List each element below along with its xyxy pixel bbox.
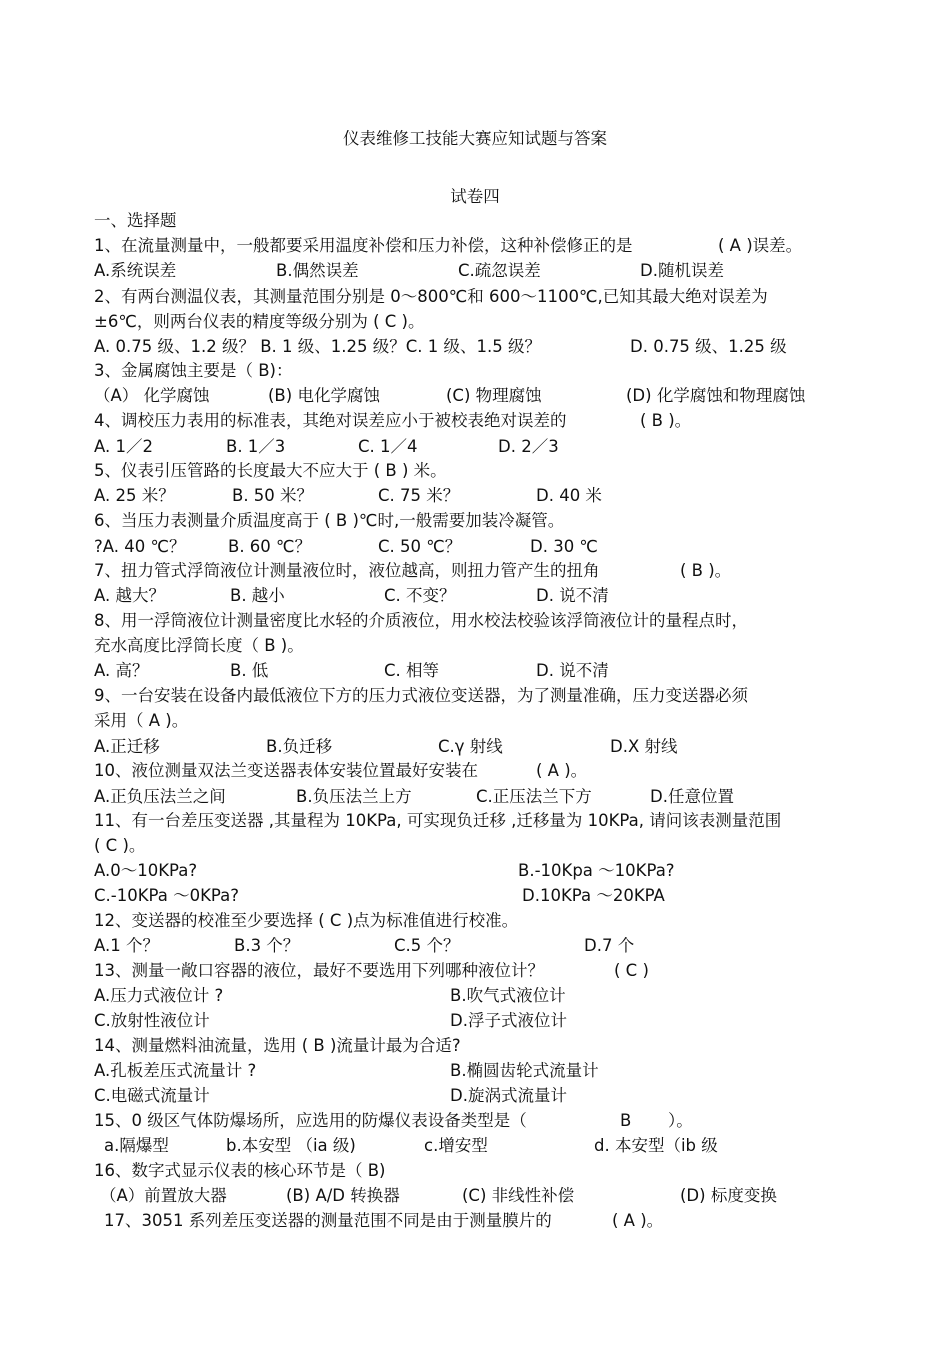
option-a: （A）前置放大器: [100, 1186, 227, 1205]
option-d: D. 40 米: [536, 486, 602, 505]
option-a: A. 1／2: [94, 437, 153, 456]
option-c: C. 1／4: [358, 437, 418, 456]
option-d: D. 30 ℃: [530, 537, 598, 556]
option-d: (D) 标度变换: [680, 1186, 777, 1205]
option-d: D. 说不清: [536, 661, 609, 680]
option-c: c.增安型: [424, 1136, 488, 1155]
question-12: 12、变送器的校准至少要选择 ( C )点为标准值进行校准。: [94, 911, 519, 930]
question-11-answer: ( C )。: [94, 836, 146, 855]
option-c: C. 75 米？: [378, 486, 460, 505]
option-b: B. 低: [230, 661, 269, 680]
question-6: 6、当压力表测量介质温度高于 ( B )℃时,一般需要加装冷凝管。: [94, 511, 565, 530]
question-9: 9、一台安装在设备内最低液位下方的压力式液位变送器，为了测量准确，压力变送器必须: [94, 686, 748, 705]
option-c: C.-10KPa ～0KPa?: [94, 886, 239, 905]
question-10: 10、液位测量双法兰变送器表体安装位置最好安装在: [94, 761, 478, 780]
option-b: B.3 个？: [234, 936, 300, 955]
section-heading: 一、选择题: [94, 211, 177, 230]
question-15: 15、0 级区气体防爆场所，应选用的防爆仪表设备类型是（: [94, 1111, 527, 1130]
option-c: C.电磁式流量计: [94, 1086, 210, 1105]
question-5: 5、仪表引压管路的长度最大不应大于 ( B ) 米。: [94, 461, 447, 480]
question-15-close: ）。: [668, 1111, 693, 1130]
option-a: A.压力式液位计 ?: [94, 986, 224, 1005]
question-14: 14、测量燃料油流量，选用 ( B )流量计最为合适?: [94, 1036, 461, 1055]
option-c: (C) 非线性补偿: [462, 1186, 575, 1205]
option-d: D.10KPa ～20KPA: [522, 886, 665, 905]
option-b: B. 越小: [230, 586, 285, 605]
option-c: C.疏忽误差: [458, 261, 541, 280]
question-1: 1、在流量测量中，一般都要采用温度补偿和压力补偿，这种补偿修正的是: [94, 236, 633, 255]
option-d: D.浮子式液位计: [450, 1011, 567, 1030]
option-d: D. 说不清: [536, 586, 609, 605]
option-b: B.-10Kpa ～10KPa?: [518, 861, 675, 880]
option-d: D. 0.75 级、1.25 级: [630, 337, 787, 356]
option-b: B.负迁移: [266, 737, 333, 756]
option-a: A.0～10KPa?: [94, 861, 198, 880]
question-8-cont: 充水高度比浮筒长度（ B )。: [94, 636, 304, 655]
question-7: 7、扭力管式浮筒液位计测量液位时，液位越高，则扭力管产生的扭角: [94, 561, 600, 580]
question-2-cont: ±6℃，则两台仪表的精度等级分别为 ( C )。: [94, 312, 425, 331]
option-c: C. 不变？: [384, 586, 456, 605]
option-a: A. 越大？: [94, 586, 165, 605]
option-b: B.偶然误差: [276, 261, 359, 280]
question-7-answer: ( B )。: [680, 561, 732, 580]
option-c: C.正压法兰下方: [476, 787, 592, 806]
question-15-answer: B: [620, 1111, 632, 1130]
question-2: 2、有两台测温仪表，其测量范围分别是 0～800℃和 600～1100℃,已知其最大绝对误差为: [94, 287, 768, 306]
option-a: A.正负压法兰之间: [94, 787, 226, 806]
question-8: 8、用一浮筒液位计测量密度比水轻的介质液位，用水校法校验该浮筒液位计的量程点时，: [94, 611, 748, 630]
option-b: (B) A/D 转换器: [286, 1186, 400, 1205]
option-b: B.负压法兰上方: [296, 787, 412, 806]
paper-subtitle: 试卷四: [450, 187, 500, 206]
option-b: B.吹气式液位计: [450, 986, 566, 1005]
option-a: a.隔爆型: [104, 1136, 169, 1155]
option-d: D. 2／3: [498, 437, 559, 456]
option-b: B. 1／3: [226, 437, 286, 456]
option-line: A. 0.75 级、1.2 级？ B. 1 级、1.25 级？C. 1 级、1.5 级？: [94, 337, 541, 356]
option-d: D.任意位置: [650, 787, 734, 806]
option-a: A. 25 米？: [94, 486, 175, 505]
question-3: 3、金属腐蚀主要是（ B)：: [94, 361, 293, 380]
option-c: C. 相等: [384, 661, 440, 680]
question-17-answer: ( A )。: [612, 1211, 664, 1230]
option-a: A.孔板差压式流量计 ?: [94, 1061, 257, 1080]
option-c: C. 50 ℃？: [378, 537, 462, 556]
option-a: （A） 化学腐蚀: [94, 386, 210, 405]
option-c: C.γ 射线: [438, 737, 503, 756]
option-b: B.椭圆齿轮式流量计: [450, 1061, 599, 1080]
question-1-answer: ( A )误差。: [718, 236, 803, 255]
option-a: A. 高？: [94, 661, 149, 680]
question-16: 16、数字式显示仪表的核心环节是（ B): [94, 1161, 386, 1180]
question-13: 13、测量一敞口容器的液位，最好不要选用下列哪种液位计？: [94, 961, 544, 980]
question-17: 17、3051 系列差压变送器的测量范围不同是由于测量膜片的: [104, 1211, 552, 1230]
option-c: (C) 物理腐蚀: [446, 386, 542, 405]
option-a: A.正迁移: [94, 737, 160, 756]
option-a: ?A. 40 ℃？: [94, 537, 186, 556]
option-a: A.系统误差: [94, 261, 177, 280]
question-4-answer: ( B )。: [640, 411, 692, 430]
option-c: C.放射性液位计: [94, 1011, 210, 1030]
question-9-cont: 采用（ A )。: [94, 711, 189, 730]
question-13-answer: ( C ): [614, 961, 649, 980]
option-a: A.1 个？: [94, 936, 159, 955]
option-b: b.本安型 （ia 级): [226, 1136, 356, 1155]
option-d: D.随机误差: [640, 261, 724, 280]
question-10-answer: ( A )。: [536, 761, 588, 780]
question-4: 4、调校压力表用的标准表，其绝对误差应小于被校表绝对误差的: [94, 411, 567, 430]
question-11: 11、有一台差压变送器 ,其量程为 10KPa, 可实现负迁移 ,迁移量为 10KPa, 请问该表测量范围: [94, 811, 782, 830]
option-d: D.X 射线: [610, 737, 678, 756]
option-b: B. 50 米？: [232, 486, 314, 505]
option-d: d. 本安型（ib 级: [594, 1136, 718, 1155]
option-d: (D) 化学腐蚀和物理腐蚀: [626, 386, 806, 405]
option-c: C.5 个？: [394, 936, 460, 955]
option-d: D.7 个: [584, 936, 635, 955]
option-d: D.旋涡式流量计: [450, 1086, 567, 1105]
option-b: B. 60 ℃？: [228, 537, 312, 556]
option-b: (B) 电化学腐蚀: [268, 386, 380, 405]
document-title: 仪表维修工技能大赛应知试题与答案: [343, 129, 607, 148]
